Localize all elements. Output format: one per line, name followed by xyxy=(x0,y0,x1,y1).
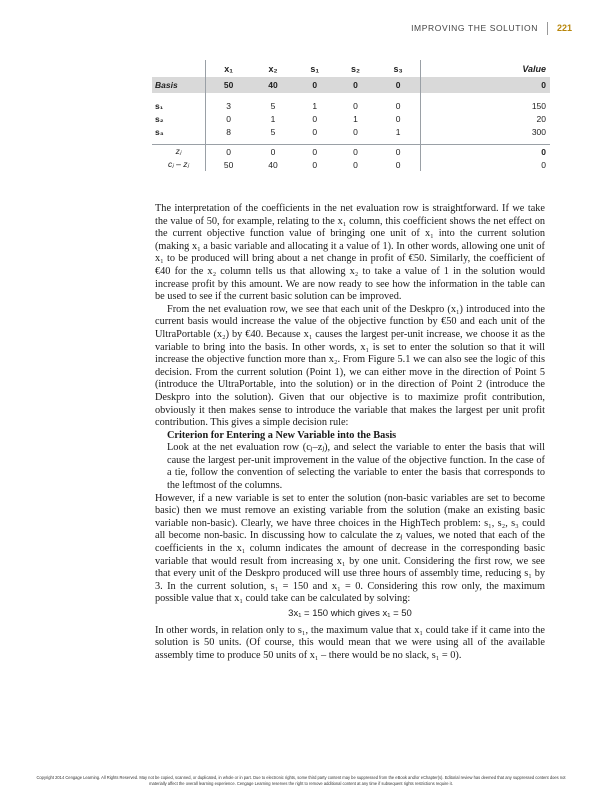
paragraph: From the net evaluation row, we see that each unit of the Deskpro (x₁) introduced into the current basis would increase the value of the objective function by €50 and each unit of the UltraPortable (x₂) by €40. Because x₁ causes the largest per-unit increase, we choose it as the variable to bring into the basis. In other words, x₁ is set to enter the solution so that it will increase the objective function more than x₂. From Figure 5.1 we can also see the logic of this decision. From the current solution (Point 1), we can either move in the direction of Point 5 (introduce the UltraPortable, into the solution) or in the direction of Point 2 (introduce the Deskpro into the solution). Given that our objective is to maximize profit contribution, obviously it then makes sense to introduce the variable that makes the largest per unit profit contribution. This gives a simple decision rule: xyxy=(155,303,545,429)
table-cell: 0 xyxy=(353,100,358,111)
table-row xyxy=(152,112,550,125)
table-cell: 0 xyxy=(421,158,550,171)
table-cell: 8 xyxy=(206,125,252,138)
basis-row xyxy=(152,77,550,93)
table-cell: 50 xyxy=(206,158,252,171)
col-header: s₂ xyxy=(350,63,360,74)
basis-label: Basis xyxy=(152,77,206,93)
table-cell: 1 xyxy=(270,113,276,124)
criterion-box xyxy=(155,430,545,493)
table-cell: 0 xyxy=(295,145,335,159)
table-cell: 0 xyxy=(206,112,252,125)
table-cell: 5 xyxy=(270,100,276,111)
section-title: IMPROVING THE SOLUTION xyxy=(411,23,538,33)
row-label: zⱼ xyxy=(152,145,206,159)
table-cell: 0 xyxy=(395,100,401,111)
table-cell: 3 xyxy=(206,99,252,112)
table-cell: 0 xyxy=(421,77,550,93)
table-cell: 0 xyxy=(353,159,358,170)
table-cell: 0 xyxy=(335,77,376,93)
net-evaluation-row xyxy=(152,158,550,171)
body-text xyxy=(155,203,545,662)
running-head xyxy=(411,20,572,36)
table-cell: 0 xyxy=(312,113,318,124)
paragraph: However, if a new variable is set to enter the solution (non-basic variables are set to become basic) then we must remove an existing variable from the solution (make an existing basic variable non-basic). Clearly, we have three choices in the HighTech problem: s₁, s₂, s₃ could all become non-basic. In discussing how to calculate the zⱼ values, we noted that each of the coefficients in the x₁ column indicates the amount of decrease in the corresponding basic variable that would result from increasing x₁ by one unit. Considering the first row, we see that every unit of the Deskpro produced will use three hours of assembly time, reducing s₁ by 3. In the current solution, s₁ = 150 and x₁ = 0. Considering this row only, the maximum possible value that x₁ could take can be calculated by solving: xyxy=(155,492,545,605)
table-cell: 0 xyxy=(395,113,401,124)
row-label: s₃ xyxy=(155,126,164,137)
table-row xyxy=(152,125,550,138)
table-cell: 0 xyxy=(312,159,318,170)
tableau-header-row xyxy=(152,60,550,77)
table-cell: 0 xyxy=(335,145,376,159)
copyright-notice: Copyright 2014 Cengage Learning. All Rights Reserved. May not be copied, scanned, or duplicated, in whole or in part. Due to electronic rights, some third party content may be suppressed from the eBook and/or eChapter(s). Editorial review has deemed that any suppressed content does not materially affect the overall learning experience. Cengage Learning reserves the right to remove additional content at any time if subsequent rights restrictions require it. xyxy=(36,775,566,786)
table-cell: 40 xyxy=(268,159,278,170)
header-divider xyxy=(547,22,548,35)
z-row xyxy=(152,145,550,159)
table-cell: 1 xyxy=(312,100,318,111)
formula: 3x₁ = 150 which gives x₁ = 50 xyxy=(288,608,412,619)
col-header: x₂ xyxy=(268,63,278,74)
table-cell: 0 xyxy=(251,145,294,159)
table-cell: 150 xyxy=(421,99,550,112)
table-cell: 0 xyxy=(295,77,335,93)
paragraph: The interpretation of the coefficients in the net evaluation row is straightforward. If we take the value of 50, for example, relating to the x₁ column, this coefficient shows the net effect on the current objective function value of bringing one unit of x₁ into the current solution (making x₁ a basic variable and allocating it a value of 1). In other words, allowing one unit of x₁ to be produced will bring about a net change in profit of €50. Similarly, the coefficient of €40 for the x₂ column tells us that allowing x₂ to take a value of 1 in the solution would increase profit by this amount. We are now ready to see how the information in the table can be used to see if the current basic solution can be improved. xyxy=(155,203,545,303)
col-header: x₁ xyxy=(206,60,252,77)
table-cell: 50 xyxy=(206,77,252,93)
col-header-value: Value xyxy=(421,60,550,77)
table-cell: 1 xyxy=(395,126,401,137)
criterion-title: Criterion for Entering a New Variable into the Basis xyxy=(167,429,397,441)
col-header: s₃ xyxy=(393,63,403,74)
table-cell: 20 xyxy=(421,112,550,125)
table-cell: 0 xyxy=(376,145,420,159)
col-header: s₁ xyxy=(310,63,320,74)
page-number: 221 xyxy=(556,23,572,33)
row-label: s₁ xyxy=(155,100,164,111)
table-cell: 300 xyxy=(421,125,550,138)
table-cell: 0 xyxy=(421,145,550,159)
table-cell: 40 xyxy=(251,77,294,93)
table-cell: 5 xyxy=(270,126,276,137)
criterion-text: Look at the net evaluation row (cⱼ–zⱼ), and select the variable to enter the basis that will cause the largest per-unit improvement in the value of the objective function. In the case of a tie, follow the convention of selecting the variable to enter the basis that corresponds to the leftmost of the columns. xyxy=(167,442,545,492)
table-cell: 0 xyxy=(353,126,358,137)
paragraph: In other words, in relation only to s₁, the maximum value that x₁ could take if it came into the solution is 50 units. (Of course, this would mean that we were using all of the available assembly time to produce 50 units of x₁ – there would be no slack, s₁ = 0). xyxy=(155,624,545,661)
row-label: s₂ xyxy=(155,113,164,124)
table-cell: 0 xyxy=(376,77,420,93)
simplex-tableau xyxy=(152,60,550,171)
table-cell: 0 xyxy=(312,126,318,137)
row-label: cⱼ – zⱼ xyxy=(168,159,189,169)
table-row xyxy=(152,99,550,112)
table-cell: 0 xyxy=(395,159,401,170)
table-cell: 0 xyxy=(206,145,252,159)
table-cell: 1 xyxy=(353,113,358,124)
